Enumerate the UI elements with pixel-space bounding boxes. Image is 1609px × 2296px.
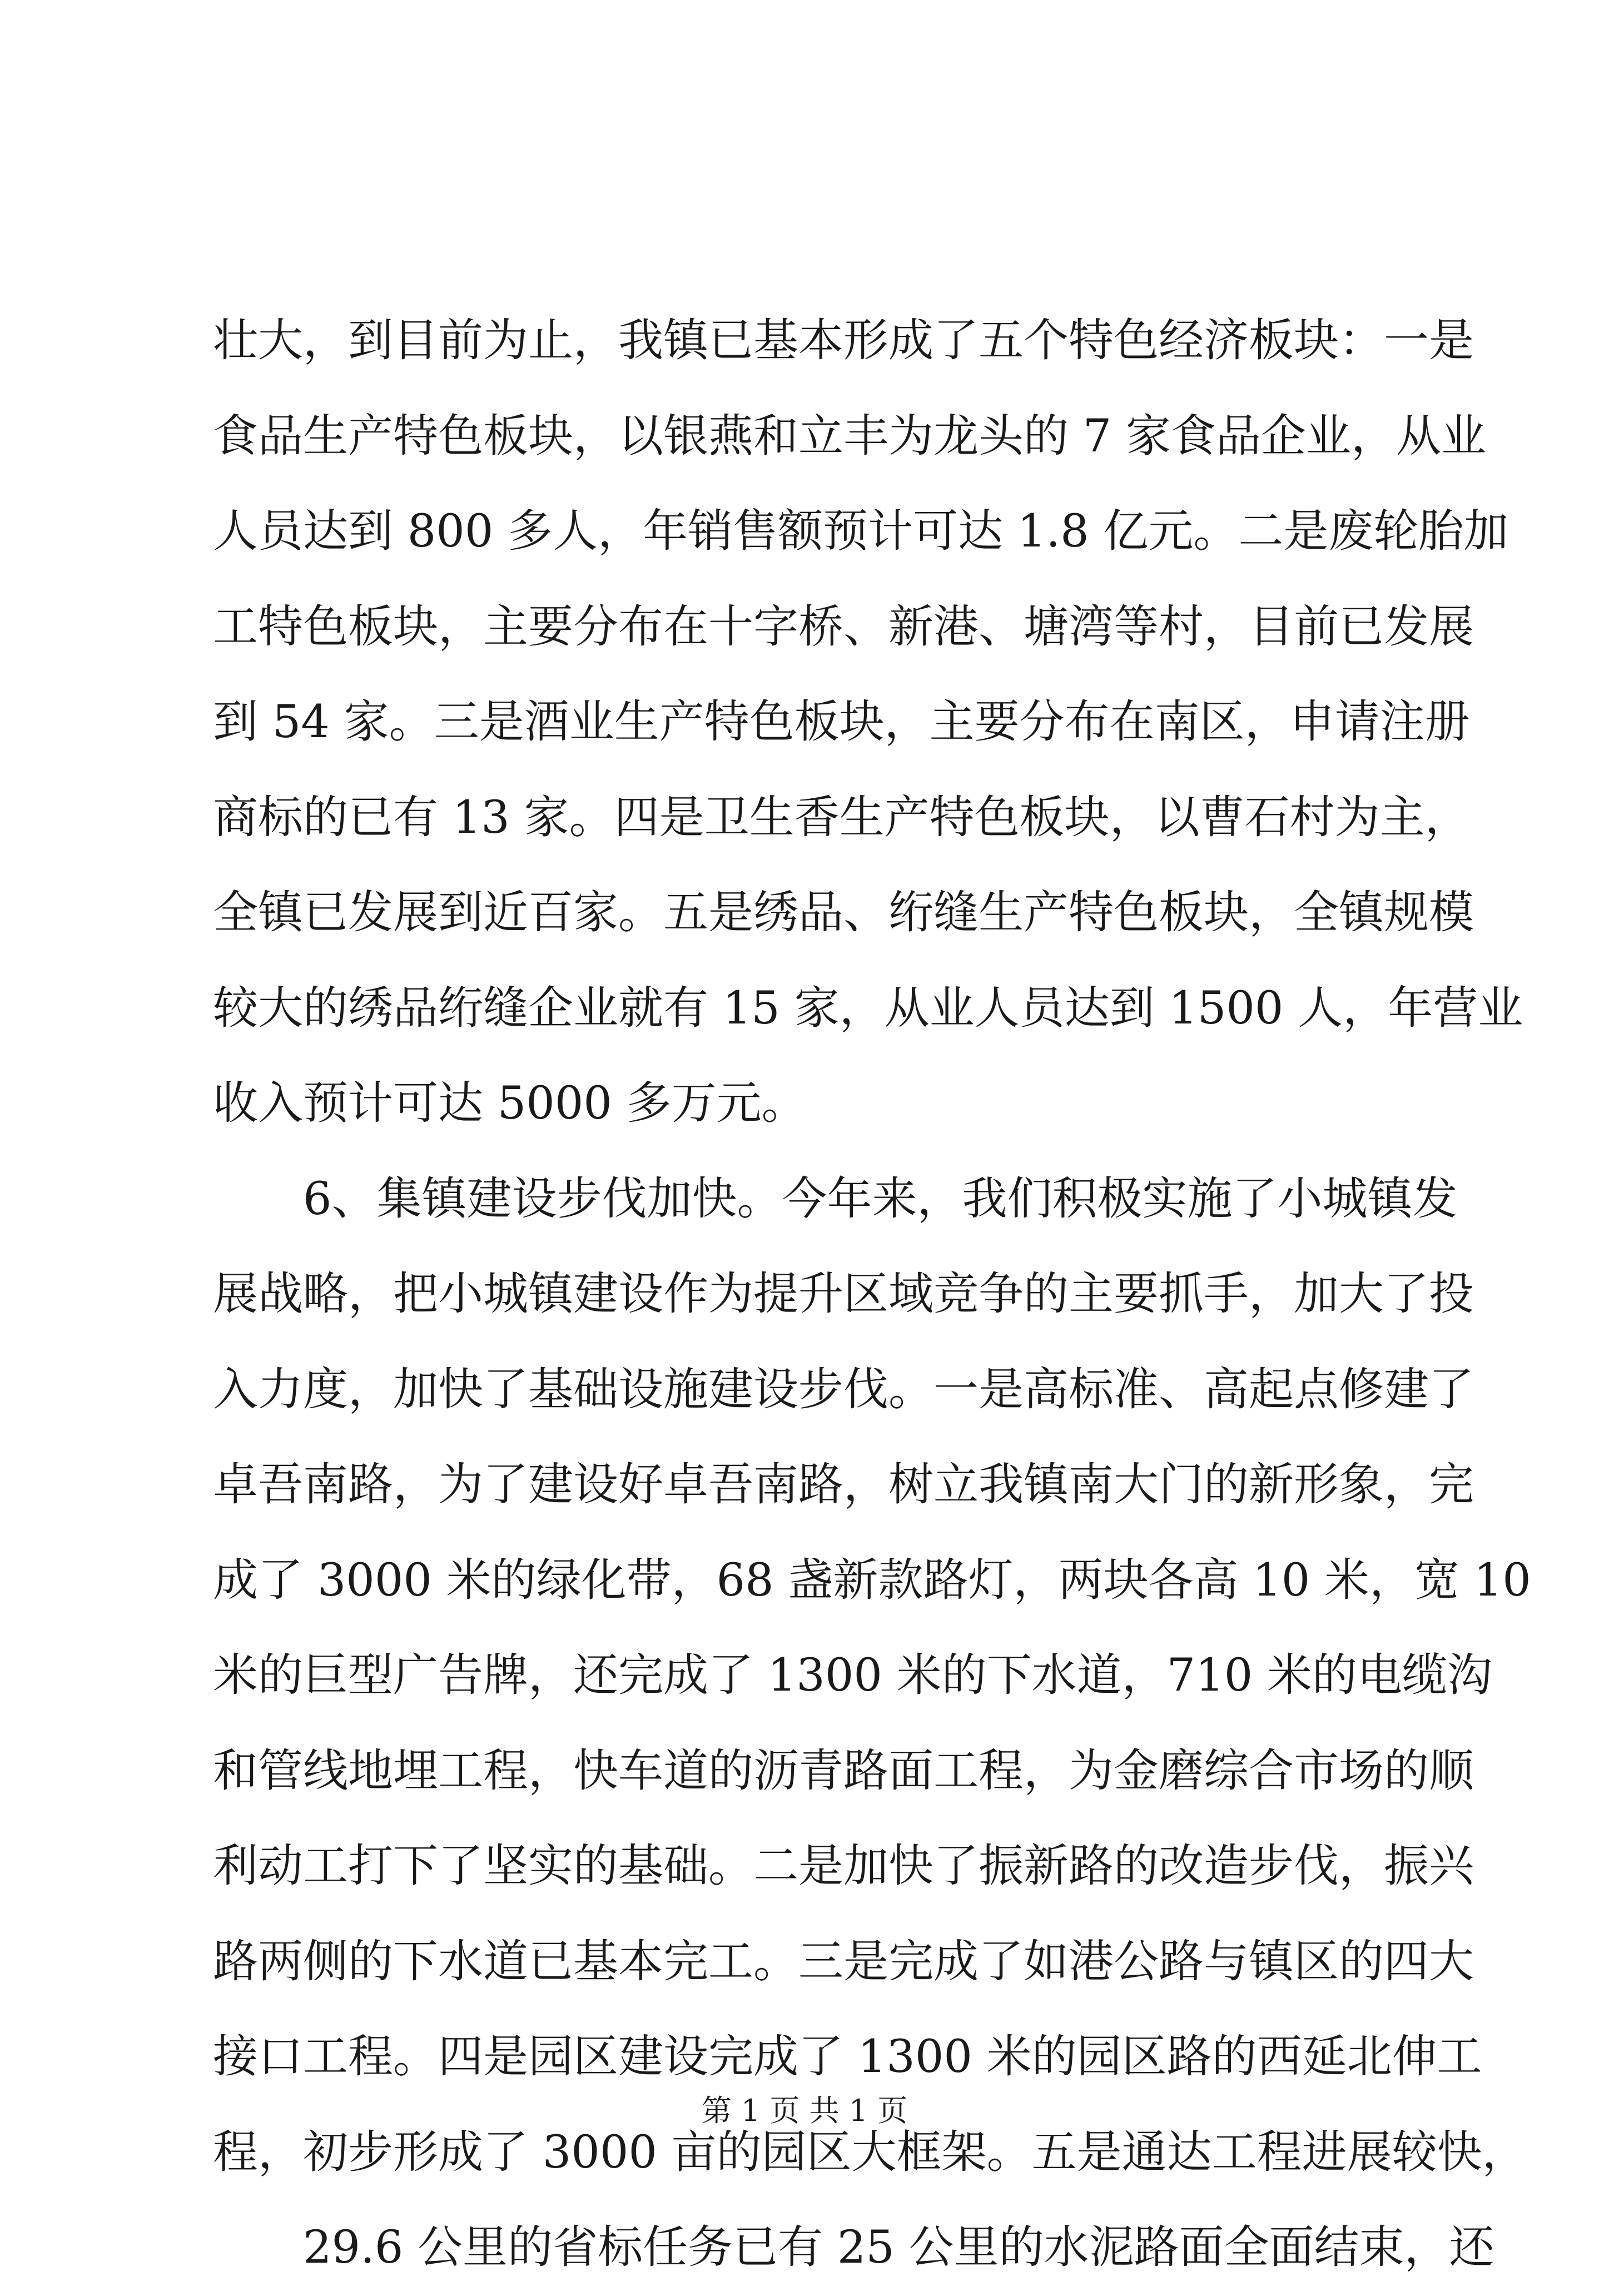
document-body: [213, 294, 1531, 2296]
text-line: 利动工打下了坚实的基础。二是加快了振新路的改造步伐，振兴: [213, 1840, 1474, 1892]
text-line: 6、集镇建设步伐加快。今年来，我们积极实施了小城镇发: [303, 1172, 1458, 1225]
text-line: 全镇已发展到近百家。五是绣品、绗缝生产特色板块，全镇规模: [213, 887, 1474, 939]
paragraph: [213, 1152, 1531, 2201]
paragraph: [213, 2200, 1494, 2296]
text-line: 米的巨型广告牌，还完成了 1300 米的下水道，710 米的电缆沟: [213, 1649, 1492, 1702]
text-line: 入力度，加快了基础设施建设步伐。一是高标准、高起点修建了: [213, 1363, 1474, 1416]
text-line: 工特色板块，主要分布在十字桥、新港、塘湾等村，目前已发展: [213, 600, 1474, 653]
text-line: 收入预计可达 5000 多万元。: [213, 1077, 807, 1130]
text-line: 成了 3000 米的绿化带，68 盏新款路灯，两块各高 10 米，宽 10: [213, 1554, 1531, 1607]
text-line: 29.6 公里的省标任务已有 25 公里的水泥路面全面结束，还: [303, 2222, 1494, 2274]
text-line: 展战略，把小城镇建设作为提升区域竞争的主要抓手，加大了投: [213, 1268, 1474, 1320]
text-line: 卓吾南路，为了建设好卓吾南路，树立我镇南大门的新形象，完: [213, 1459, 1474, 1511]
text-line: 路两侧的下水道已基本完工。三是完成了如港公路与镇区的四大: [213, 1935, 1474, 1988]
text-line: 人员达到 800 多人，年销售额预计可达 1.8 亿元。二是废轮胎加: [213, 505, 1509, 558]
page-footer: 第 1 页 共 1 页: [701, 2093, 908, 2128]
text-line: 商标的已有 13 家。四是卫生香生产特色板块，以曹石村为主，: [213, 791, 1470, 844]
paragraph: [213, 294, 1523, 1152]
text-line: 和管线地埋工程，快车道的沥青路面工程，为金磨综合市场的顺: [213, 1745, 1474, 1797]
text-line: 食品生产特色板块，以银燕和立丰为龙头的 7 家食品企业，从业: [213, 410, 1487, 463]
text-line: 接口工程。四是园区建设完成了 1300 米的园区路的西延北伸工: [213, 2031, 1482, 2083]
text-line: 较大的绣品绗缝企业就有 15 家，从业人员达到 1500 人，年营业: [213, 982, 1523, 1035]
text-line: 到 54 家。三是酒业生产特色板块，主要分布在南区，申请注册: [213, 696, 1470, 748]
text-line: 程，初步形成了 3000 亩的园区大框架。五是通达工程进展较快，: [213, 2126, 1527, 2179]
text-line: 壮大，到目前为止，我镇已基本形成了五个特色经济板块：一是: [213, 315, 1474, 367]
